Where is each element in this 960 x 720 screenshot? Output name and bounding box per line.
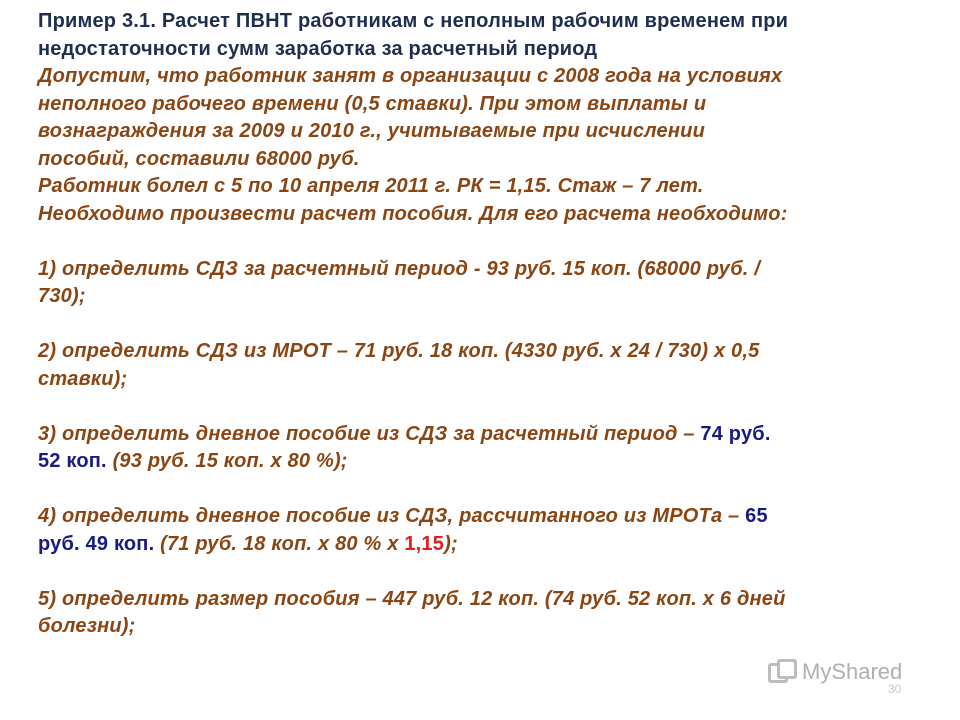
step-result: 65	[745, 505, 768, 527]
slide-content	[38, 8, 938, 641]
intro-line: Работник болел с 5 по 10 апреля 2011 г. РК = 1,15. Стаж – 7 лет.	[38, 175, 704, 197]
intro-line: пособий, составили 68000 руб.	[38, 147, 360, 170]
intro-line: вознаграждения за 2009 и 2010 г., учитываемые при исчислении	[38, 120, 705, 142]
step-line: 2) определить СДЗ из МРОТ – 71 руб. 18 коп. (4330 руб. х 24 / 730) х 0,5	[38, 340, 760, 362]
slide-title	[38, 8, 938, 63]
watermark-text: MyShared	[802, 659, 903, 684]
step-1	[38, 256, 938, 311]
step-line	[38, 531, 938, 559]
title-line: Пример 3.1. Расчет ПВНТ работникам с неполным рабочим временем при	[38, 10, 789, 32]
step-line: ставки);	[38, 367, 128, 390]
step-line: 5) определить размер пособия – 447 руб. 12 коп. (74 руб. 52 коп. х 6 дней	[38, 587, 786, 610]
watermark	[768, 657, 902, 687]
regional-coefficient: 1,15	[404, 532, 445, 555]
step-text: );	[444, 532, 458, 555]
step-result: 52 коп.	[38, 450, 107, 472]
step-3	[38, 421, 938, 476]
intro-line: Необходимо произвести расчет пособия. Для его расчета необходимо:	[38, 202, 788, 225]
step-line	[38, 421, 938, 449]
step-text: (93 руб. 15 коп. х 80 %);	[106, 450, 348, 472]
step-text: 4) определить дневное пособие из СДЗ, рассчитанного из МРОТа –	[38, 505, 746, 527]
myshared-logo-icon	[768, 659, 798, 685]
step-line: 730);	[38, 285, 86, 307]
step-line: 1) определить СДЗ за расчетный период - 93 руб. 15 коп. (68000 руб. /	[38, 257, 761, 280]
step-result: руб. 49 коп.	[38, 532, 155, 555]
step-5	[38, 586, 938, 641]
step-line: болезни);	[38, 615, 136, 637]
intro-text	[38, 63, 938, 228]
step-result: 74 руб.	[700, 422, 771, 445]
step-text: (71 руб. 18 коп. х 80 % х	[154, 532, 405, 555]
step-4	[38, 503, 938, 558]
intro-line: Допустим, что работник занят в организации с 2008 года на условиях	[38, 65, 783, 87]
intro-line: неполного рабочего времени (0,5 ставки). При этом выплаты и	[38, 92, 707, 115]
step-2	[38, 338, 938, 393]
step-text: 3) определить дневное пособие из СДЗ за расчетный период –	[38, 422, 701, 445]
title-line: недостаточности сумм заработка за расчетный период	[38, 37, 598, 60]
page-number: 30	[888, 682, 902, 696]
step-line	[38, 503, 938, 531]
step-line	[38, 448, 938, 476]
